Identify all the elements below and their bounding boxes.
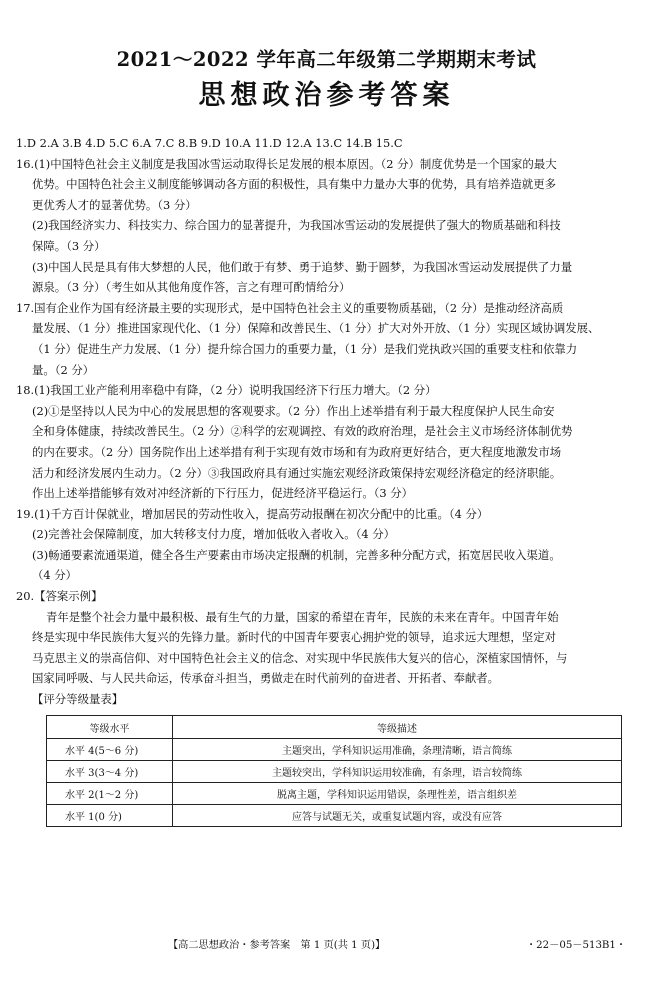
q20-example-line: 青年是整个社会力量中最积极、最有生气的力量，国家的希望在青年，民族的未来在青年。中国青年始 [46,609,559,624]
q17-line: 量。（2 分） [32,362,95,377]
level-cell: 水平 4(5～6 分) [47,739,173,761]
q18-line: 活力和经济发展内生动力。（2 分）③我国政府具有通过实施宏观经济政策保持宏观经济稳定的经济职能。 [32,465,562,480]
question-17 [16,298,640,380]
description-cell: 应答与试题无关，或重复试题内容，或没有应答 [173,805,622,827]
q20-example-line: 马克思主义的崇高信仰、对中国特色社会主义的信念、对实现中华民族伟大复兴的信心，深植家国情怀，与 [32,650,568,665]
table-row [47,783,622,805]
description-cell: 主题突出，学科知识运用准确，条理清晰，语言简练 [173,739,622,761]
question-20 [16,586,640,710]
question-16 [16,154,640,298]
q16-line: 源泉。（3 分）（考生如从其他角度作答，言之有理可酌情给分） [32,280,351,295]
q20-heading: 20.【答案示例】 [16,589,103,604]
q16-line: 保障。（3 分） [32,238,106,253]
q19-line: (3)畅通要素流通渠道，健全各生产要素由市场决定报酬的机制，完善多种分配方式，拓宽居民收入渠道。 [32,547,561,562]
q20-example-line: 国家同呼吸、与人民共命运，传承奋斗担当，勇做走在时代前列的奋进者、开拓者、奉献者。 [32,671,500,686]
level-cell: 水平 1(0 分) [47,805,173,827]
q18-line: (2)①是坚持以人民为中心的发展思想的客观要求。（2 分）作出上述举措有利于最大程度保护人民生命安 [32,403,555,418]
question-19 [16,504,640,586]
q19-line: 19.(1)千方百计保就业，增加居民的劳动性收入，提高劳动报酬在初次分配中的比重。（4 分） [16,506,489,521]
grading-scale-table [46,715,622,827]
q19-line: (2)完善社会保障制度，加大转移支付力度，增加低收入者收入。（4 分） [32,527,396,542]
q16-line: (3)中国人民是具有伟大梦想的人民，他们敢于有梦、勇于追梦、勤于圆梦，为我国冰雪运动发展提供了力量 [32,259,573,274]
table-header-row [47,716,622,739]
question-18 [16,380,640,504]
q19-line: （4 分） [32,568,78,583]
q18-line: 作出上述举措能够有效对冲经济新的下行压力，促进经济平稳运行。（3 分） [32,486,414,501]
footer-code: ・22－05－513B1・ [526,940,627,951]
q16-line: 16.(1)中国特色社会主义制度是我国冰雪运动取得长足发展的根本原因。（2 分）制度优势是一个国家的最大 [16,156,557,171]
level-cell: 水平 3(3～4 分) [47,761,173,783]
table-row [47,761,622,783]
header-description: 等级描述 [173,716,622,739]
paper-title: 思想政治参考答案 [198,80,455,111]
description-cell: 主题较突出，学科知识运用较准确，有条理，语言较简练 [173,761,622,783]
table-row [47,805,622,827]
q17-line: 17.国有企业作为国有经济最主要的实现形式，是中国特色社会主义的重要物质基础，（2 分）是推动经济高质 [16,300,564,315]
exam-title: 2021～2022 学年高二年级第二学期期末考试 [116,48,537,71]
q16-line: 优势。中国特色社会主义制度能够调动各方面的积极性，具有集中力量办大事的优势，具有培养造就更多 [32,177,556,192]
scale-title: 【评分等级量表】 [32,692,124,707]
q18-line: 全和身体健康，持续改善民生。（2 分）②科学的宏观调控、有效的政府治理，是社会主义市场经济体制优势 [32,424,573,439]
level-cell: 水平 2(1～2 分) [47,783,173,805]
answer-body [16,133,640,710]
q17-line: （1 分）促进生产力发展、（1 分）提升综合国力的重要力量，（1 分）是我们党执政兴国的重要支柱和依靠力 [32,341,578,356]
table-row [47,739,622,761]
q20-example-line: 终是实现中华民族伟大复兴的先锋力量。新时代的中国青年要衷心拥护党的领导，追求远大理想，坚定对 [32,630,556,645]
q16-line: 更优秀人才的显著优势。（3 分） [32,197,197,212]
q16-line: (2)我国经济实力、科技实力、综合国力的显著提升，为我国冰雪运动的发展提供了强大的物质基础和科技 [32,218,561,233]
q17-line: 量发展、（1 分）推进国家现代化、（1 分）保障和改善民生、（1 分）扩大对外开放、（1 分）实现区域协调发展、 [32,321,600,336]
q18-line: 18.(1)我国工业产能利用率稳中有降，（2 分）说明我国经济下行压力增大。（2 分） [16,383,437,398]
footer-page-info: 【高二思想政治・参考答案 第 1 页(共 1 页)】 [168,940,386,951]
header-level: 等级水平 [47,716,173,739]
q18-line: 的内在要求。（2 分）国务院作出上述举措有利于实现有效市场和有为政府更好结合，更大程度地激发市场 [32,444,562,459]
choice-answers: 1.D 2.A 3.B 4.D 5.C 6.A 7.C 8.B 9.D 10.A 11.D 12.A 13.C 14.B 15.C [16,136,403,150]
description-cell: 脱离主题，学科知识运用错误，条理性差，语言组织差 [173,783,622,805]
